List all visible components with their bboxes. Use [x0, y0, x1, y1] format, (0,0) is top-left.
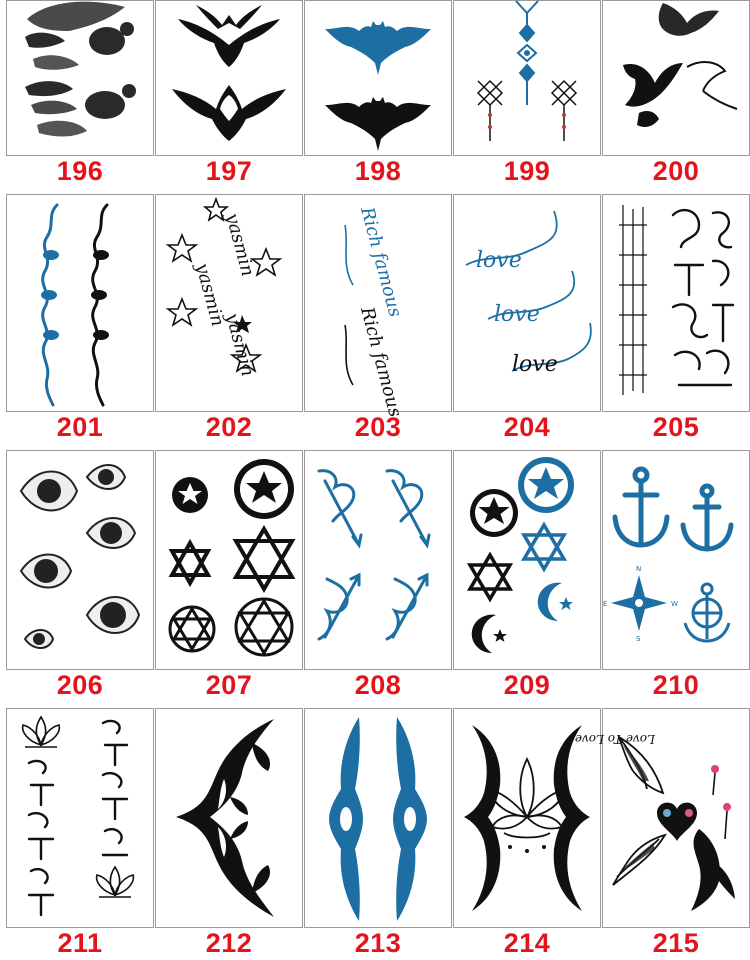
tattoo-card[interactable]: [155, 194, 303, 412]
script-text: Rich famous: [356, 204, 406, 320]
tribal-blue-icon: [305, 709, 451, 927]
script-text: Love To Love: [574, 732, 655, 746]
geometric-drop-icon: [454, 1, 600, 155]
cursive-script-icon: [454, 195, 600, 411]
star-symbols-icon: [156, 451, 302, 669]
script-text: love: [494, 302, 540, 327]
mixed-symbols-icon: [454, 451, 600, 669]
script-text: love: [476, 248, 522, 273]
item-number: 200: [652, 156, 700, 186]
lotus-script-icon: [7, 709, 153, 927]
tribal-swirl-icon: [156, 709, 302, 927]
item-number: 211: [57, 928, 103, 958]
tribal-heart-icon: [156, 1, 302, 155]
item-number: 210: [652, 670, 700, 700]
item-number: 199: [503, 156, 551, 186]
tattoo-card[interactable]: [453, 450, 601, 670]
script-text: love: [512, 352, 558, 377]
item-number: 201: [56, 412, 104, 442]
tattoo-card[interactable]: [602, 450, 750, 670]
item-number: 204: [503, 412, 551, 442]
tattoo-card[interactable]: [602, 0, 750, 156]
tattoo-card[interactable]: [453, 0, 601, 156]
tattoo-card[interactable]: [155, 450, 303, 670]
svg-text:S: S: [636, 635, 641, 643]
tattoo-card[interactable]: [602, 194, 750, 412]
anchor-icon: [603, 451, 749, 669]
sanskrit-icon: [603, 195, 749, 411]
butterfly-icon: [603, 1, 749, 155]
tattoo-card[interactable]: [304, 0, 452, 156]
item-number: 202: [205, 412, 253, 442]
item-number: 207: [205, 670, 253, 700]
wings-heart-icon: [574, 709, 749, 927]
angel-figure-icon: [7, 1, 153, 155]
tattoo-card[interactable]: [6, 708, 154, 928]
item-number: 209: [503, 670, 551, 700]
heart-arrow-icon: [305, 451, 451, 669]
tattoo-card[interactable]: [304, 194, 452, 420]
svg-text:N: N: [636, 565, 642, 573]
bat-icon: [305, 1, 451, 155]
svg-text:E: E: [603, 600, 608, 608]
tattoo-card[interactable]: [574, 708, 750, 928]
script-text: Rich famous: [356, 304, 406, 420]
item-number: 214: [503, 928, 551, 958]
tattoo-card[interactable]: [155, 0, 303, 156]
rich-famous-icon: [305, 195, 451, 420]
svg-text:W: W: [671, 600, 678, 608]
item-number: 208: [354, 670, 402, 700]
item-number: 212: [205, 928, 253, 958]
item-number: 213: [354, 928, 402, 958]
tattoo-card[interactable]: [6, 0, 154, 156]
tattoo-card[interactable]: [155, 708, 303, 928]
tattoo-card[interactable]: [453, 194, 601, 412]
item-number: 197: [205, 156, 253, 186]
tattoo-card[interactable]: [6, 450, 154, 670]
script-text: yasmin: [221, 210, 259, 279]
item-number: 205: [652, 412, 700, 442]
script-text: yasmin: [191, 260, 229, 329]
item-number: 196: [56, 156, 104, 186]
item-number: 215: [652, 928, 700, 958]
item-number: 198: [354, 156, 402, 186]
tattoo-card[interactable]: [6, 194, 154, 412]
script-text: yasmin: [221, 310, 259, 379]
tattoo-card[interactable]: [304, 450, 452, 670]
item-number: 206: [56, 670, 104, 700]
eye-icon: [7, 451, 153, 669]
item-number: 203: [354, 412, 402, 442]
script-vertical-icon: [7, 195, 153, 411]
star-script-icon: [156, 195, 302, 411]
tattoo-card[interactable]: [304, 708, 452, 928]
